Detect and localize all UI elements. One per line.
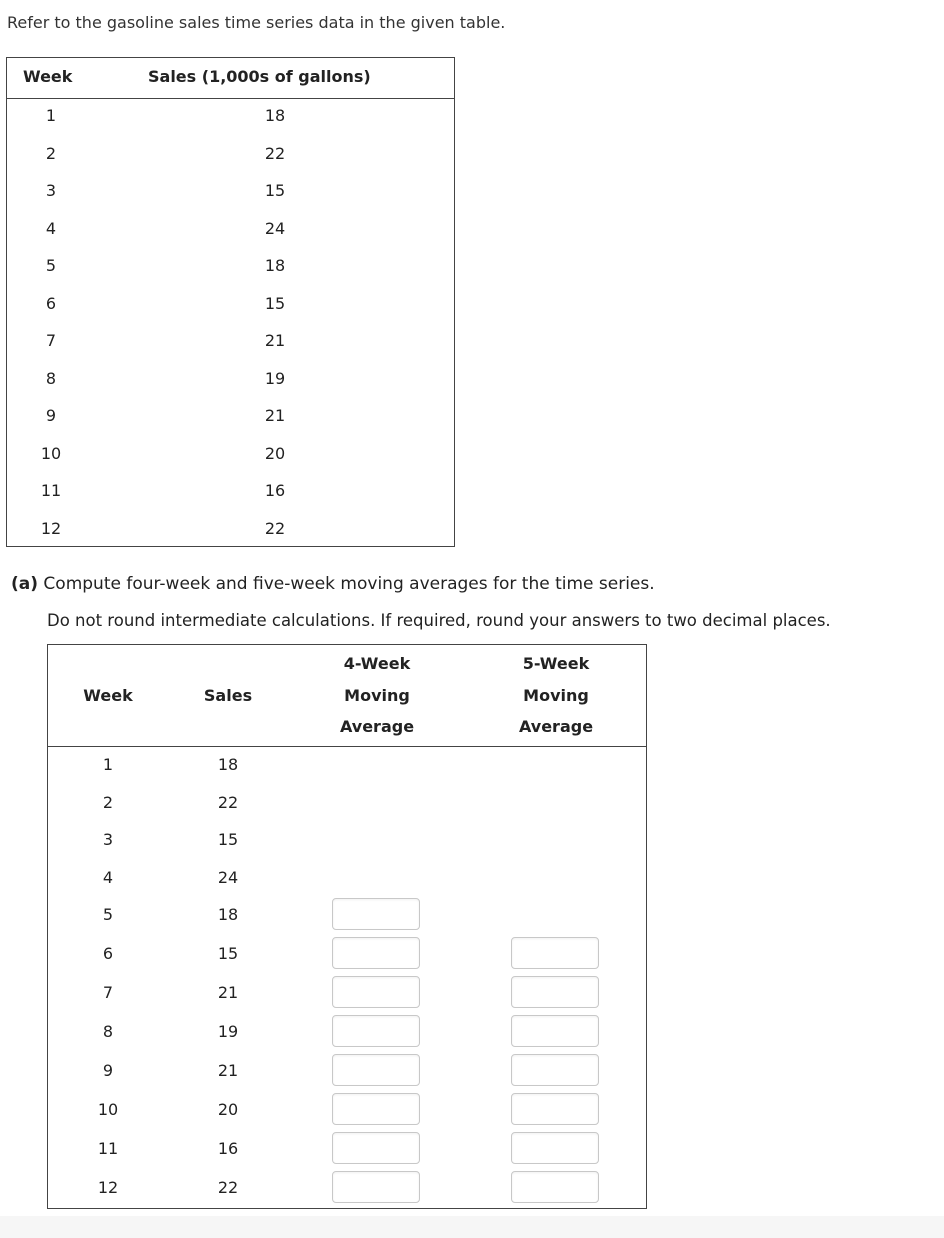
rounding-note: Do not round intermediate calculations. If required, round your answers to two decimal places.: [47, 611, 831, 630]
sales-cell: 18: [217, 755, 239, 774]
table-row: [48, 784, 646, 820]
week-cell: 12: [97, 1178, 119, 1197]
table-row: [48, 1013, 646, 1049]
sales-cell: 15: [217, 830, 239, 849]
4-week-moving-average-input[interactable]: [332, 976, 420, 1008]
5-week-moving-average-input[interactable]: [511, 1171, 599, 1203]
week-cell: 1: [45, 106, 57, 125]
table-row: [7, 102, 454, 130]
table-row: [48, 1130, 646, 1166]
sales-cell: 18: [217, 905, 239, 924]
sales-cell: 22: [264, 144, 286, 163]
week-cell: 3: [102, 830, 114, 849]
table-row: [7, 140, 454, 168]
moving-average-table: [47, 644, 647, 1209]
table-row: [7, 327, 454, 355]
footer-bar: [0, 1216, 944, 1238]
sales-cell: 20: [217, 1100, 239, 1119]
table-row: [48, 1052, 646, 1088]
week-cell: 5: [102, 905, 114, 924]
week-cell: 8: [102, 1022, 114, 1041]
week-cell: 4: [102, 868, 114, 887]
table-header: [48, 645, 646, 747]
week-cell: 4: [45, 219, 57, 238]
question-a-label: (a): [11, 574, 39, 594]
column-header-week: Week: [83, 686, 133, 705]
week-cell: 3: [45, 181, 57, 200]
4-week-moving-average-input[interactable]: [332, 1171, 420, 1203]
table-row: [48, 896, 646, 932]
sales-cell: 21: [217, 1061, 239, 1080]
sales-cell: 19: [264, 369, 286, 388]
sales-cell: 16: [217, 1139, 239, 1158]
week-cell: 10: [97, 1100, 119, 1119]
4-week-moving-average-input[interactable]: [332, 1132, 420, 1164]
question-a-text: Compute four-week and five-week moving averages for the time series.: [43, 574, 655, 594]
week-cell: 2: [102, 793, 114, 812]
table-row: [7, 515, 454, 543]
week-cell: 9: [45, 406, 57, 425]
week-cell: 2: [45, 144, 57, 163]
table-row: [7, 215, 454, 243]
sales-cell: 21: [264, 331, 286, 350]
week-cell: 8: [45, 369, 57, 388]
table-row: [48, 1091, 646, 1127]
week-cell: 6: [45, 294, 57, 313]
week-cell: 1: [102, 755, 114, 774]
table-row: [7, 440, 454, 468]
sales-cell: 15: [264, 294, 286, 313]
sales-cell: 22: [217, 793, 239, 812]
column-header-sales: Sales: [203, 686, 253, 705]
intro-text: Refer to the gasoline sales time series data in the given table.: [7, 13, 506, 32]
sales-cell: 15: [217, 944, 239, 963]
column-header-5-week-moving-average: 5-Week Moving Average: [518, 654, 594, 736]
5-week-moving-average-input[interactable]: [511, 937, 599, 969]
table-row: [48, 974, 646, 1010]
week-cell: 11: [40, 481, 62, 500]
week-cell: 9: [102, 1061, 114, 1080]
sales-cell: 22: [264, 519, 286, 538]
4-week-moving-average-input[interactable]: [332, 1015, 420, 1047]
sales-cell: 24: [217, 868, 239, 887]
table-row: [48, 746, 646, 782]
4-week-moving-average-input[interactable]: [332, 937, 420, 969]
week-cell: 7: [45, 331, 57, 350]
week-cell: 7: [102, 983, 114, 1002]
sales-cell: 18: [264, 106, 286, 125]
sales-cell: 18: [264, 256, 286, 275]
5-week-moving-average-input[interactable]: [511, 1093, 599, 1125]
table-row: [48, 821, 646, 857]
table-row: [7, 365, 454, 393]
week-cell: 6: [102, 944, 114, 963]
sales-cell: 22: [217, 1178, 239, 1197]
table-header: [7, 58, 454, 99]
sales-cell: 19: [217, 1022, 239, 1041]
sales-cell: 24: [264, 219, 286, 238]
5-week-moving-average-input[interactable]: [511, 1054, 599, 1086]
sales-cell: 15: [264, 181, 286, 200]
4-week-moving-average-input[interactable]: [332, 1054, 420, 1086]
sales-cell: 20: [264, 444, 286, 463]
table-row: [48, 935, 646, 971]
5-week-moving-average-input[interactable]: [511, 1132, 599, 1164]
table-row: [7, 402, 454, 430]
sales-cell: 16: [264, 481, 286, 500]
4-week-moving-average-input[interactable]: [332, 898, 420, 930]
question-a: [11, 574, 655, 594]
column-header-week: Week: [23, 67, 73, 86]
table-row: [7, 290, 454, 318]
5-week-moving-average-input[interactable]: [511, 1015, 599, 1047]
week-cell: 11: [97, 1139, 119, 1158]
table-row: [7, 477, 454, 505]
column-header-4-week-moving-average: 4-Week Moving Average: [339, 654, 415, 736]
week-cell: 12: [40, 519, 62, 538]
4-week-moving-average-input[interactable]: [332, 1093, 420, 1125]
5-week-moving-average-input[interactable]: [511, 976, 599, 1008]
sales-data-table: [6, 57, 455, 547]
table-row: [7, 177, 454, 205]
table-row: [48, 1169, 646, 1205]
week-cell: 5: [45, 256, 57, 275]
table-row: [7, 252, 454, 280]
week-cell: 10: [40, 444, 62, 463]
sales-cell: 21: [264, 406, 286, 425]
column-header-sales: Sales (1,000s of gallons): [148, 67, 371, 86]
table-row: [48, 859, 646, 895]
sales-cell: 21: [217, 983, 239, 1002]
